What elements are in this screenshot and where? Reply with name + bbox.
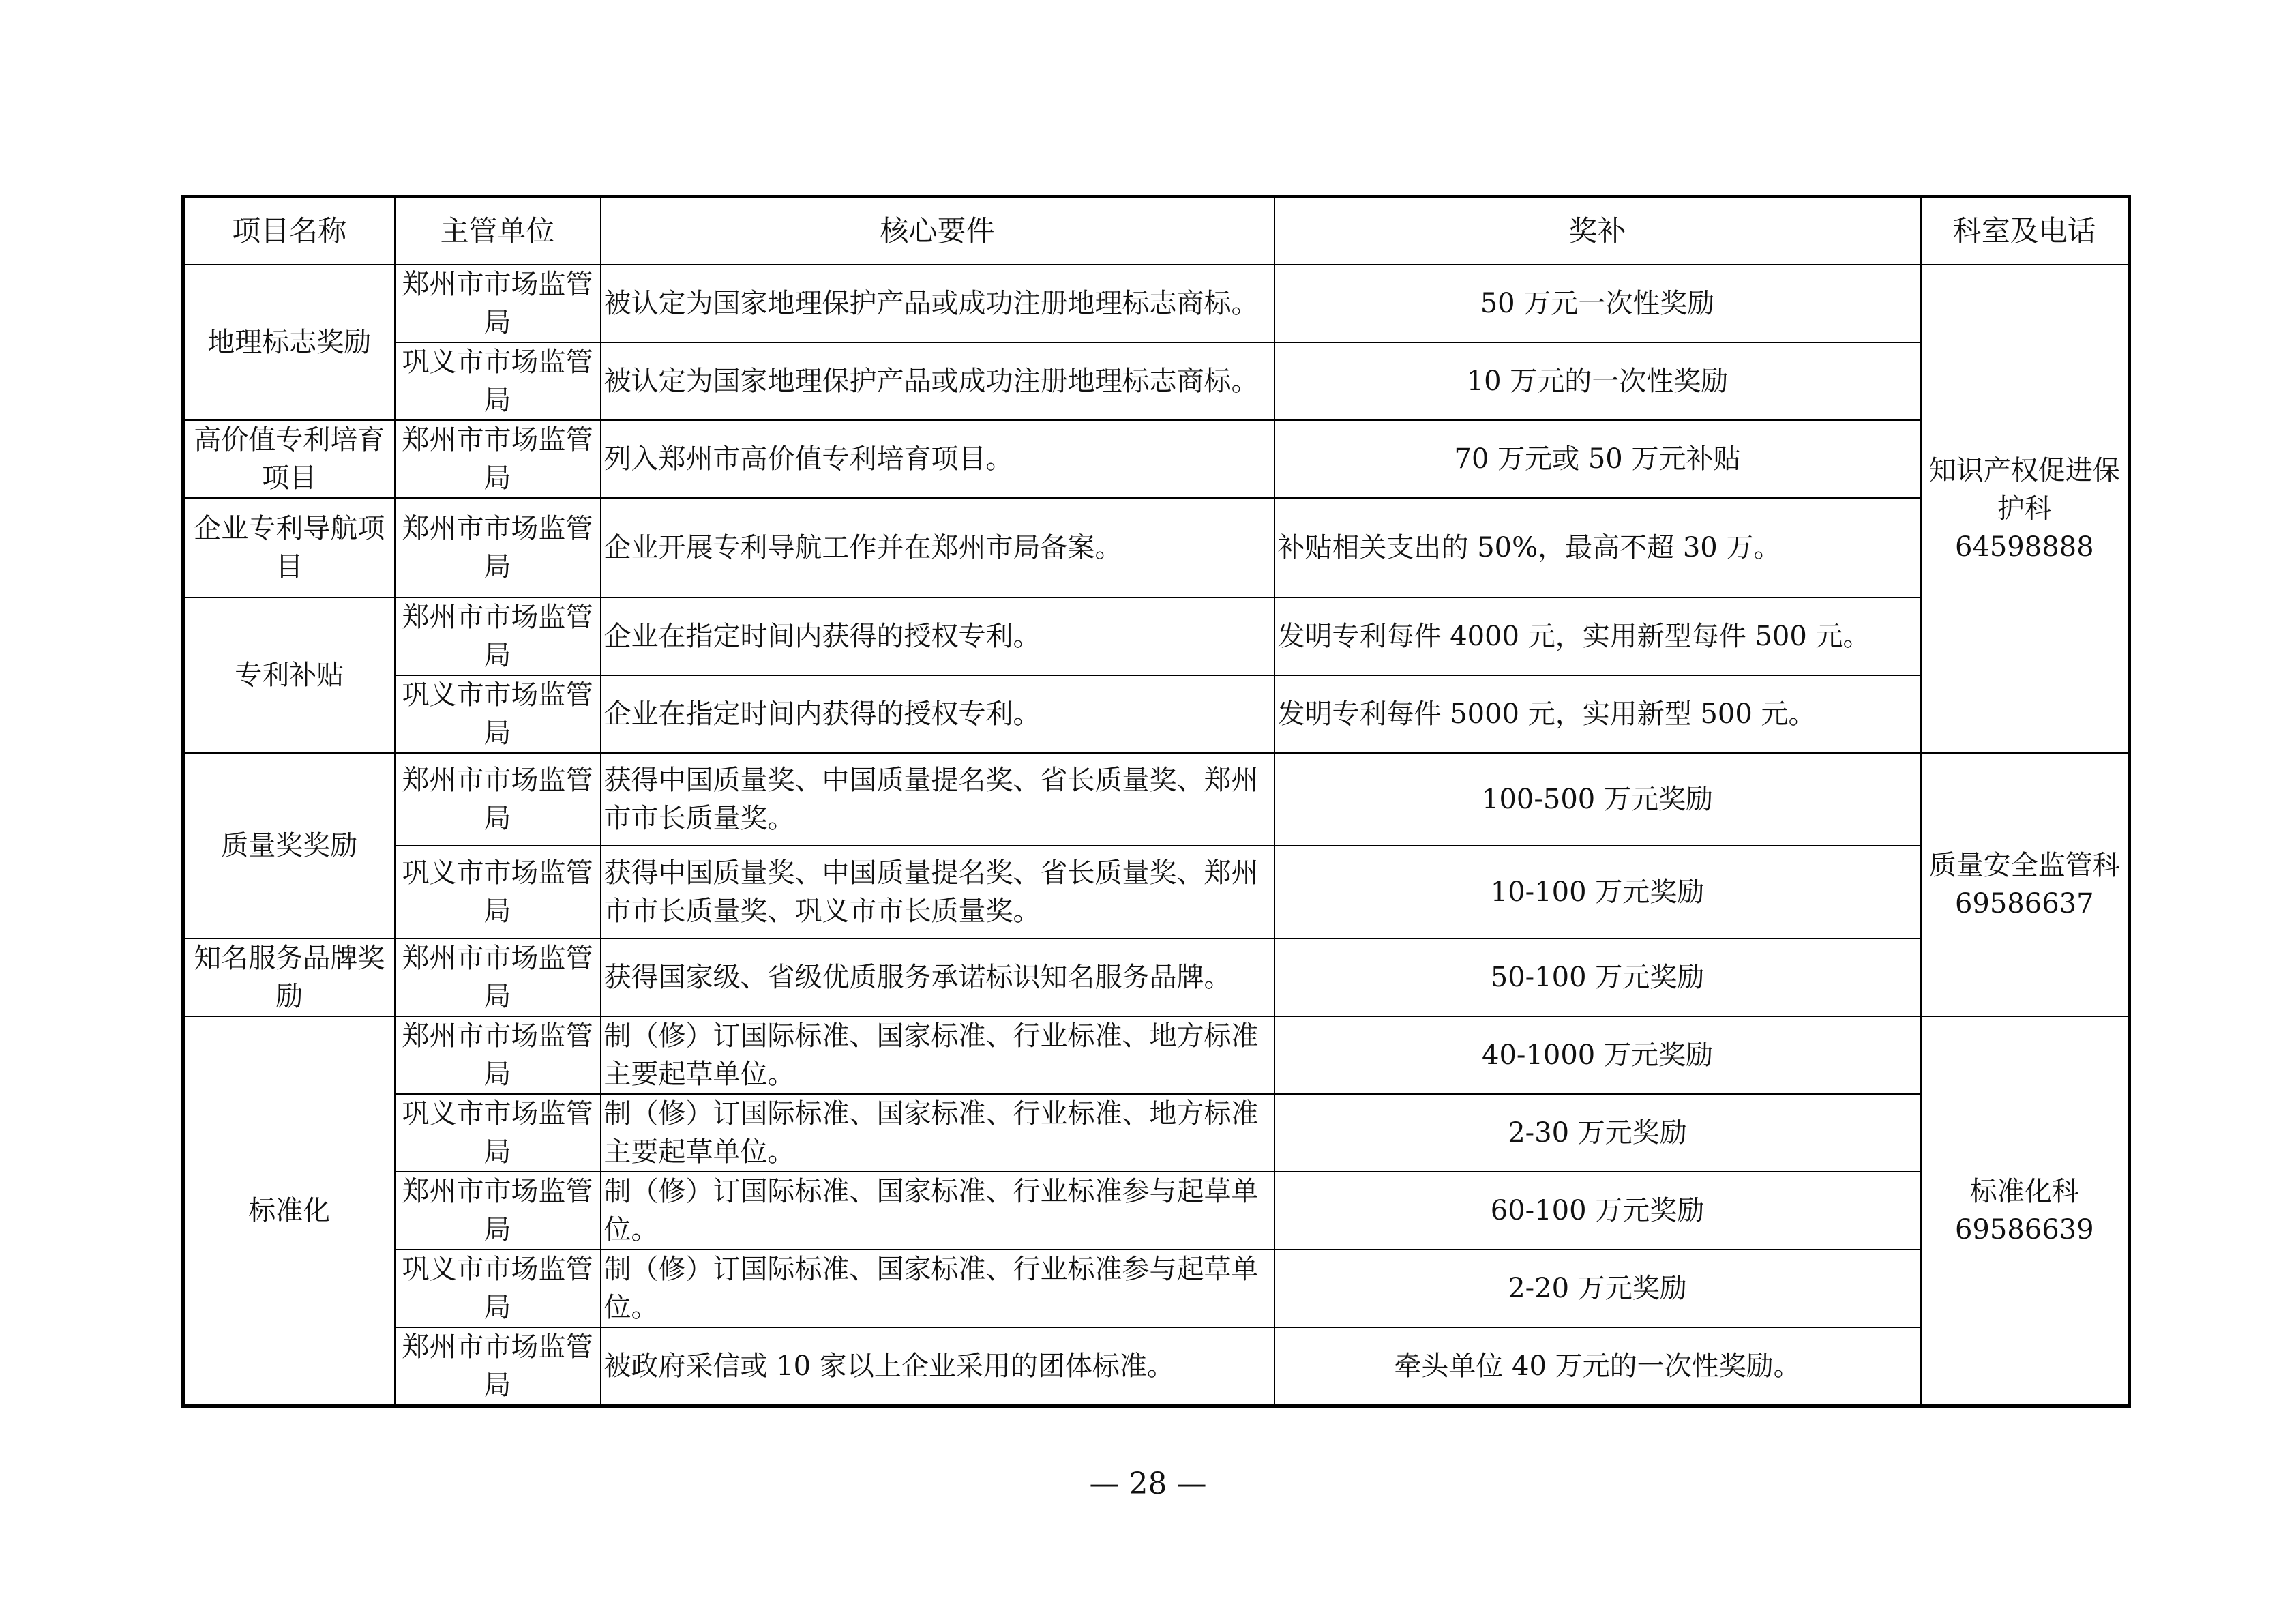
header-project-name: 项目名称 [183, 197, 395, 265]
header-reward: 奖补 [1274, 197, 1921, 265]
header-office-phone: 科室及电话 [1921, 197, 2130, 265]
table-row [183, 265, 2130, 342]
office-cell: 质量安全监管科 69586637 [1921, 753, 2130, 1016]
unit-cell: 郑州市市场监管局 [395, 265, 601, 342]
unit-cell: 郑州市市场监管局 [395, 939, 601, 1016]
unit-cell: 郑州市市场监管局 [395, 1016, 601, 1094]
requirement-cell: 获得中国质量奖、中国质量提名奖、省长质量奖、郑州市市长质量奖。 [601, 753, 1274, 846]
table-row [183, 342, 2130, 420]
project-cell: 专利补贴 [183, 597, 395, 753]
table-row [183, 1016, 2130, 1094]
table-row [183, 1327, 2130, 1406]
page-number: — 28 — [1089, 1466, 1207, 1501]
table-row [183, 1094, 2130, 1172]
reward-cell: 50-100 万元奖励 [1274, 939, 1921, 1016]
reward-cell: 补贴相关支出的 50%，最高不超 30 万。 [1274, 498, 1921, 597]
project-cell: 知名服务品牌奖励 [183, 939, 395, 1016]
project-cell: 高价值专利培育项目 [183, 420, 395, 498]
unit-cell: 郑州市市场监管局 [395, 1172, 601, 1250]
unit-cell: 巩义市市场监管局 [395, 846, 601, 939]
table-row [183, 1250, 2130, 1327]
requirement-cell: 列入郑州市高价值专利培育项目。 [601, 420, 1274, 498]
unit-cell: 郑州市市场监管局 [395, 420, 601, 498]
project-cell: 标准化 [183, 1016, 395, 1406]
reward-cell: 发明专利每件 5000 元，实用新型 500 元。 [1274, 675, 1921, 753]
unit-cell: 巩义市市场监管局 [395, 342, 601, 420]
reward-cell: 40-1000 万元奖励 [1274, 1016, 1921, 1094]
unit-cell: 郑州市市场监管局 [395, 597, 601, 675]
requirement-cell: 被认定为国家地理保护产品或成功注册地理标志商标。 [601, 342, 1274, 420]
reward-cell: 10 万元的一次性奖励 [1274, 342, 1921, 420]
office-cell: 知识产权促进保护科 64598888 [1921, 265, 2130, 753]
subsidy-table [181, 195, 2131, 1408]
requirement-cell: 制（修）订国际标准、国家标准、行业标准参与起草单位。 [601, 1250, 1274, 1327]
reward-cell: 2-30 万元奖励 [1274, 1094, 1921, 1172]
project-cell: 地理标志奖励 [183, 265, 395, 420]
reward-cell: 70 万元或 50 万元补贴 [1274, 420, 1921, 498]
requirement-cell: 制（修）订国际标准、国家标准、行业标准参与起草单位。 [601, 1172, 1274, 1250]
table-row [183, 846, 2130, 939]
project-cell: 质量奖奖励 [183, 753, 395, 939]
requirement-cell: 获得中国质量奖、中国质量提名奖、省长质量奖、郑州市市长质量奖、巩义市市长质量奖。 [601, 846, 1274, 939]
project-cell: 企业专利导航项目 [183, 498, 395, 597]
requirement-cell: 企业在指定时间内获得的授权专利。 [601, 597, 1274, 675]
unit-cell: 郑州市市场监管局 [395, 753, 601, 846]
unit-cell: 郑州市市场监管局 [395, 498, 601, 597]
table-row [183, 675, 2130, 753]
table-row [183, 1172, 2130, 1250]
reward-cell: 2-20 万元奖励 [1274, 1250, 1921, 1327]
reward-cell: 60-100 万元奖励 [1274, 1172, 1921, 1250]
office-cell: 标准化科 69586639 [1921, 1016, 2130, 1406]
unit-cell: 巩义市市场监管局 [395, 1094, 601, 1172]
reward-cell: 100-500 万元奖励 [1274, 753, 1921, 846]
table-row [183, 597, 2130, 675]
reward-cell: 10-100 万元奖励 [1274, 846, 1921, 939]
requirement-cell: 获得国家级、省级优质服务承诺标识知名服务品牌。 [601, 939, 1274, 1016]
requirement-cell: 制（修）订国际标准、国家标准、行业标准、地方标准主要起草单位。 [601, 1016, 1274, 1094]
unit-cell: 巩义市市场监管局 [395, 675, 601, 753]
reward-cell: 50 万元一次性奖励 [1274, 265, 1921, 342]
reward-cell: 发明专利每件 4000 元，实用新型每件 500 元。 [1274, 597, 1921, 675]
table-row [183, 420, 2130, 498]
requirement-cell: 制（修）订国际标准、国家标准、行业标准、地方标准主要起草单位。 [601, 1094, 1274, 1172]
table-header-row [183, 197, 2130, 265]
requirement-cell: 被认定为国家地理保护产品或成功注册地理标志商标。 [601, 265, 1274, 342]
header-core-requirement: 核心要件 [601, 197, 1274, 265]
table-row [183, 498, 2130, 597]
header-department: 主管单位 [395, 197, 601, 265]
requirement-cell: 企业开展专利导航工作并在郑州市局备案。 [601, 498, 1274, 597]
table-row [183, 939, 2130, 1016]
unit-cell: 郑州市市场监管局 [395, 1327, 601, 1406]
requirement-cell: 企业在指定时间内获得的授权专利。 [601, 675, 1274, 753]
table-row [183, 753, 2130, 846]
requirement-cell: 被政府采信或 10 家以上企业采用的团体标准。 [601, 1327, 1274, 1406]
unit-cell: 巩义市市场监管局 [395, 1250, 601, 1327]
reward-cell: 牵头单位 40 万元的一次性奖励。 [1274, 1327, 1921, 1406]
